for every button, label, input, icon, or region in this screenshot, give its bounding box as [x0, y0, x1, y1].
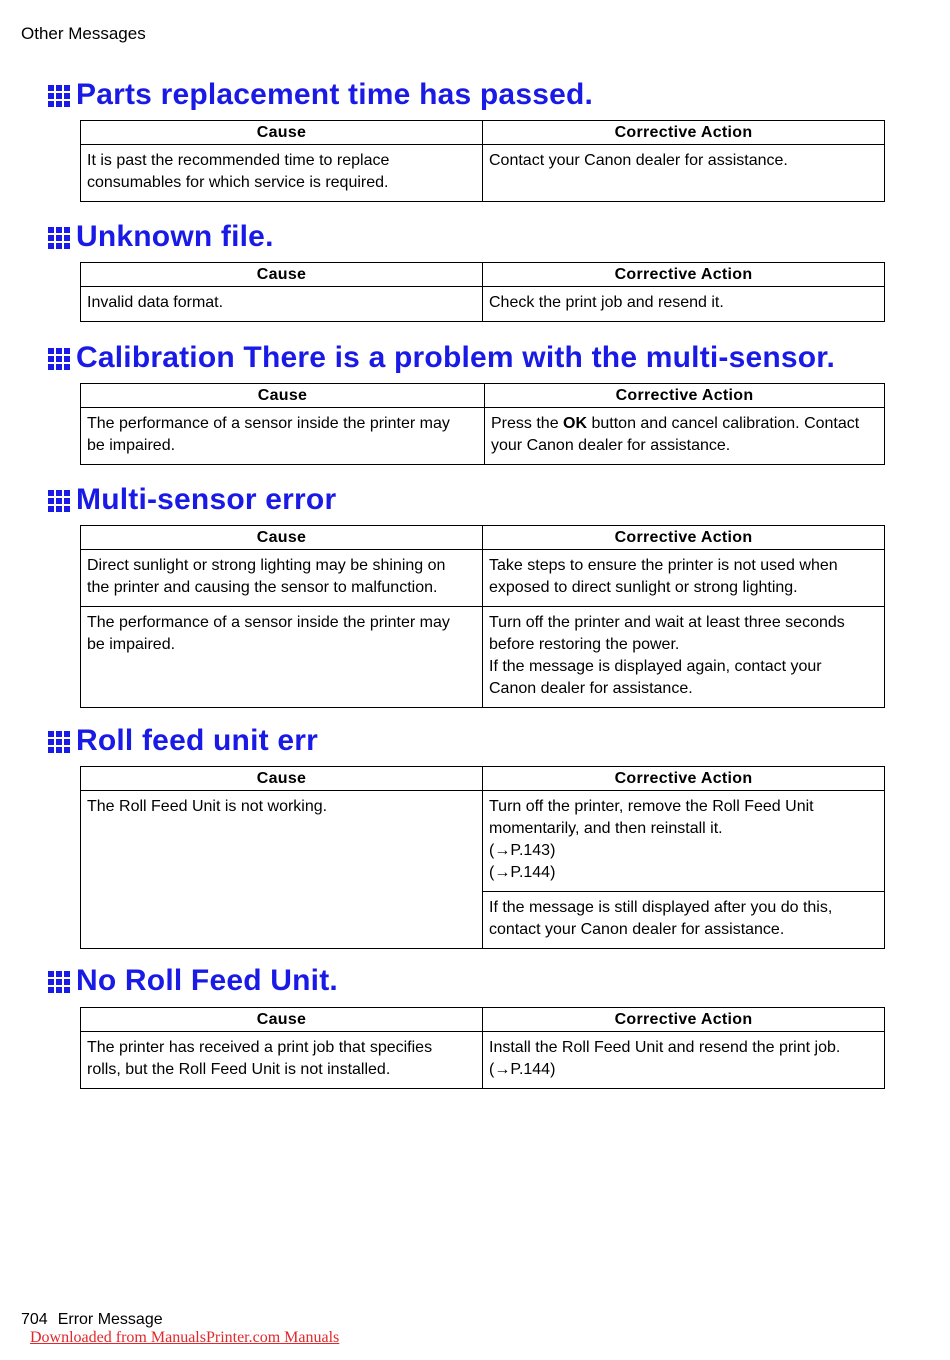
section-title-no-roll-feed-unit — [48, 964, 338, 998]
page-reference-link[interactable]: (→P.143) — [489, 842, 556, 859]
action-text: If the message is displayed again, contact your — [489, 658, 822, 675]
section-title-unknown-file — [48, 220, 274, 254]
action-text-prefix: Press the — [491, 415, 564, 432]
section-title-text: Roll feed unit err — [76, 724, 318, 757]
action-text: Install the Roll Feed Unit and resend the print job. — [489, 1039, 841, 1056]
action-text: before restoring the power. — [489, 636, 680, 653]
message-table-calibration — [80, 383, 885, 465]
action-text: exposed to direct sunlight or strong lighting. — [489, 579, 798, 596]
action-cell — [483, 1032, 885, 1089]
table-row — [81, 408, 885, 465]
cause-header: Cause — [81, 121, 483, 145]
cause-header: Cause — [81, 263, 483, 287]
action-text: Canon dealer for assistance. — [489, 680, 693, 697]
cause-cell — [81, 550, 483, 607]
cause-text: Invalid data format. — [87, 294, 224, 311]
cause-text: The performance of a sensor inside the printer may — [87, 614, 450, 631]
table-row — [81, 1032, 885, 1089]
action-header: Corrective Action — [483, 1008, 885, 1032]
cause-text: be impaired. — [87, 437, 176, 454]
cause-cell — [81, 145, 483, 202]
action-text: Turn off the printer and wait at least three seconds — [489, 614, 845, 631]
action-cell — [483, 892, 885, 949]
action-header: Corrective Action — [483, 526, 885, 550]
cause-text: consumables for which service is required. — [87, 174, 389, 191]
section-title-text: Unknown file. — [76, 220, 274, 253]
running-header: Other Messages — [21, 24, 146, 43]
table-header-row — [81, 1008, 885, 1032]
grid-bullet-icon — [48, 971, 70, 993]
cause-text: the printer and causing the sensor to malfunction. — [87, 579, 438, 596]
cause-text: The performance of a sensor inside the printer may — [87, 415, 450, 432]
section-title-calibration-multi-sensor — [48, 341, 835, 375]
message-table-roll-feed-unit-err — [80, 766, 885, 949]
cause-cell — [81, 607, 483, 708]
cause-header: Cause — [81, 1008, 483, 1032]
action-cell — [483, 145, 885, 202]
cause-cell — [81, 791, 483, 949]
section-title-text: Calibration There is a problem with the multi-sensor. — [76, 341, 836, 374]
action-text: If the message is still displayed after you do this, — [489, 899, 833, 916]
action-text — [491, 413, 879, 435]
grid-bullet-icon — [48, 731, 70, 753]
footer-section-name: Error Message — [57, 1311, 163, 1328]
action-text: your Canon dealer for assistance. — [491, 437, 731, 454]
action-text: Contact your Canon dealer for assistance. — [489, 152, 788, 169]
table-row — [81, 607, 885, 708]
table-header-row — [81, 767, 885, 791]
grid-bullet-icon — [48, 85, 70, 107]
action-text: Check the print job and resend it. — [489, 294, 724, 311]
table-row — [81, 287, 885, 322]
page-number: 704 — [21, 1311, 48, 1328]
message-table-multi-sensor-error — [80, 525, 885, 708]
cause-header: Cause — [81, 526, 483, 550]
cause-text: rolls, but the Roll Feed Unit is not installed. — [87, 1061, 391, 1078]
action-cell — [483, 791, 885, 892]
action-cell — [483, 287, 885, 322]
section-title-roll-feed-unit-err — [48, 724, 318, 758]
cause-text: The printer has received a print job that specifies — [87, 1039, 433, 1056]
cause-cell — [81, 408, 485, 465]
table-row — [81, 145, 885, 202]
cause-cell — [81, 287, 483, 322]
download-source-link[interactable]: Downloaded from ManualsPrinter.com Manuals — [30, 1329, 340, 1346]
section-title-text: Parts replacement time has passed. — [76, 78, 594, 111]
cause-text: The Roll Feed Unit is not working. — [87, 798, 328, 815]
grid-bullet-icon — [48, 348, 70, 370]
cause-text: be impaired. — [87, 636, 176, 653]
page-footer — [21, 1311, 173, 1329]
table-header-row — [81, 121, 885, 145]
cause-text: It is past the recommended time to replace — [87, 152, 390, 169]
table-header-row — [81, 526, 885, 550]
action-text: Take steps to ensure the printer is not used when — [489, 557, 838, 574]
action-text: momentarily, and then reinstall it. — [489, 820, 723, 837]
section-title-parts-replacement — [48, 78, 593, 112]
grid-bullet-icon — [48, 227, 70, 249]
action-cell — [483, 607, 885, 708]
grid-bullet-icon — [48, 490, 70, 512]
table-row — [81, 791, 885, 892]
table-header-row — [81, 263, 885, 287]
page-reference-link[interactable]: (→P.144) — [489, 1061, 556, 1078]
cause-header: Cause — [81, 384, 485, 408]
action-header: Corrective Action — [485, 384, 885, 408]
action-header: Corrective Action — [483, 767, 885, 791]
table-header-row — [81, 384, 885, 408]
page-reference-link[interactable]: (→P.144) — [489, 864, 556, 881]
section-title-multi-sensor-error — [48, 483, 336, 517]
section-title-text: No Roll Feed Unit. — [76, 964, 338, 997]
cause-header: Cause — [81, 767, 483, 791]
message-table-no-roll-feed-unit — [80, 1007, 885, 1089]
message-table-unknown-file — [80, 262, 885, 322]
action-header: Corrective Action — [483, 121, 885, 145]
cause-text: Direct sunlight or strong lighting may be shining on — [87, 557, 446, 574]
action-cell — [483, 550, 885, 607]
message-table-parts-replacement — [80, 120, 885, 202]
action-cell — [485, 408, 885, 465]
action-header: Corrective Action — [483, 263, 885, 287]
action-text-suffix: button and cancel calibration. Contact — [587, 415, 860, 432]
action-text: contact your Canon dealer for assistance. — [489, 921, 785, 938]
action-text: Turn off the printer, remove the Roll Feed Unit — [489, 798, 814, 815]
section-title-text: Multi-sensor error — [76, 483, 337, 516]
ok-button-label: OK — [563, 415, 588, 432]
table-row — [81, 550, 885, 607]
cause-cell — [81, 1032, 483, 1089]
